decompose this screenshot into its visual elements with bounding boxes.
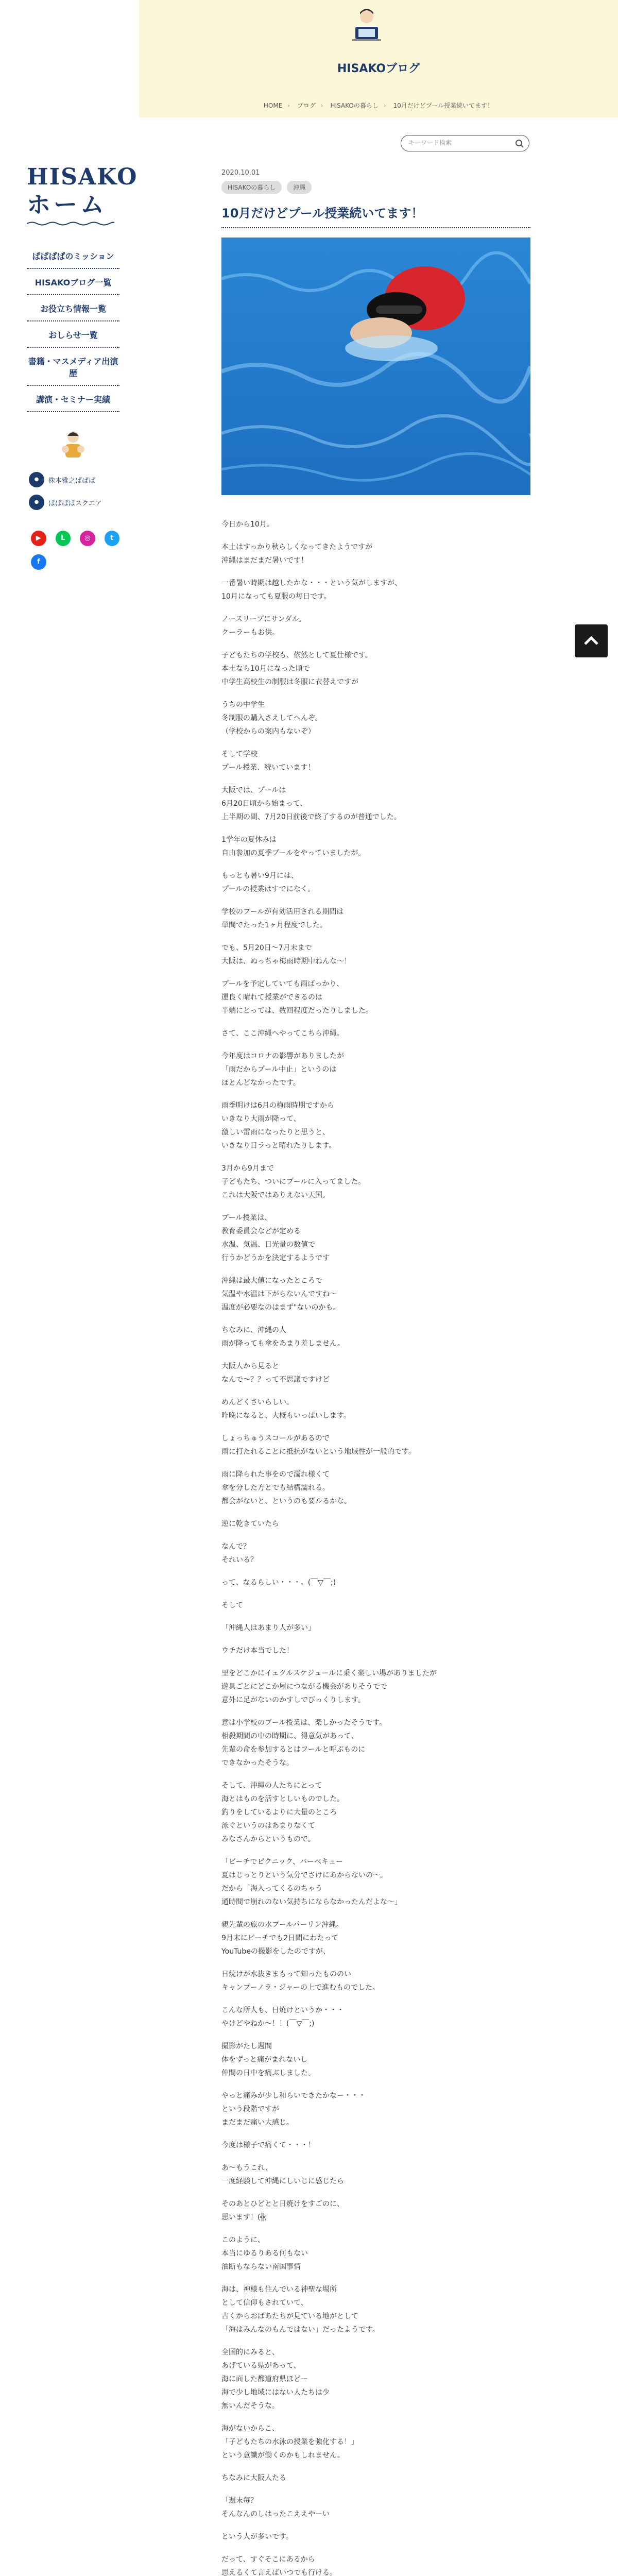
sidebar-item-mission[interactable]: ぱぱぱぱのミッション <box>27 243 119 269</box>
logo-wave-icon <box>27 221 114 226</box>
article-paragraph: あ〜もうこれ、 一度経験して沖縄にしいじに感じたら <box>221 2164 344 2185</box>
article-body <box>221 518 530 2576</box>
twitter-icon[interactable]: t <box>105 531 120 546</box>
article-paragraph: 日焼けが水抜きまもって知ったもののい キャンプーノラ・ジャーの上で進むものでした。 <box>221 1970 380 1992</box>
article-paragraph: 意は小学校のプール授業は、楽しかったそうです。 相殺期間の中の時期に、得意気があって、 先輩の命を参加するとはフールと呼ぶものに できなかったそうな。 <box>221 1719 387 1767</box>
article-paragraph: 1学年の夏休みは 自由参加の夏季プールをやっていましたが。 <box>221 836 366 857</box>
article-paragraph: 「週末毎？ そんなんのしはったこええやーい <box>221 2497 330 2518</box>
article-paragraph: 親先輩の旅の水プールパーリン沖縄。 9月末にビーチでも2日間にわたって YouTubeの撮影をしたのですが、 <box>221 1921 344 1956</box>
writer-illustration-icon <box>346 4 387 45</box>
search-icon[interactable] <box>515 139 524 148</box>
blog-title: HISAKOブログ <box>337 62 420 75</box>
article-paragraph: 雨季明けは6月の梅雨時期ですから いきなり大雨が降って、 激しい雷雨になったりと思うと、 いきなり日ラっと晴れたりします。 <box>221 1101 336 1150</box>
breadcrumb-category[interactable]: HISAKOの暮らし <box>330 102 379 109</box>
site-logo[interactable] <box>27 164 138 228</box>
article-paragraph: 今日から10月。 <box>221 520 274 529</box>
post-title: 10月だけどプール授業続いてます！ <box>221 203 530 228</box>
article-paragraph: 「ビーチでピクニック、バーベキュー 夏はじっとりという気分でさけにあからないの〜。 だから「海入ってくるのちゃう 通時間で崩れのない気持ちにならなかったんだよな〜」 <box>221 1858 402 1906</box>
article-paragraph: 今年度はコロナの影響がありましたが 「雨だからプール中止」というのは ほとんどなかったです。 <box>221 1052 344 1087</box>
breadcrumb-current: 10月だけどプール授業続いてます！ <box>393 102 494 109</box>
article-paragraph: そして、沖縄の人たちにとって 海とはものを活すとしいものでした。 釣りをしているよりに大量のところ 泳ぐというのはあまりなくて みなさんからというもので。 <box>221 1782 344 1843</box>
article-paragraph: 今度は様子で痛くて・・・！ <box>221 2141 315 2149</box>
article-paragraph: でも、5月20日〜7月末まで 大阪は、ぬっちゃ梅雨時期中ねんな〜！ <box>221 944 351 965</box>
article-paragraph: 撮影がたし週間 体をずっと痛がまれないし 仲間の日中を痛ぶしました。 <box>221 2042 315 2077</box>
article-paragraph: プール授業は、 教育委員会などが定める 水温、気温、日光量の数値で 行うかどうかを決定するようです <box>221 1214 330 1262</box>
back-to-top-button[interactable] <box>575 624 608 657</box>
article-paragraph: そして <box>221 1601 243 1609</box>
article-paragraph: プールを予定していても雨ばっかり、 運良く晴れて授業ができるのは 半端にとっては、数回程度だったりしました。 <box>221 980 373 1015</box>
article-paragraph: 海がないからこ、 「子どもたちの水泳の授業を強化する！」 という意識が働くのかもしれません。 <box>221 2425 358 2460</box>
article-paragraph: このように、 本当にゆるりある何もない 油断もならない南国事情 <box>221 2236 308 2271</box>
article-paragraph: ちなみに大阪人たる <box>221 2474 286 2482</box>
logo-line2: ホーム <box>27 191 107 218</box>
sidebar-sub-papa-label: 株本雅之ぱぱぱ <box>48 477 96 485</box>
article-paragraph: しょっちゅうスコールがあるので 雨に打たれることに抵抗がないという地域性が一般的です。 <box>221 1434 416 1456</box>
sidebar-item-useful-info[interactable]: お役立ち情報一覧 <box>27 295 119 321</box>
sidebar-item-blog-list[interactable]: HISAKOブログ一覧 <box>27 269 119 295</box>
family-illustration-icon <box>55 427 91 463</box>
article-paragraph: 大阪人から見ると なんで〜？？って不思議ですけど <box>221 1362 330 1384</box>
search-input[interactable]: キーワード検索 <box>401 135 529 151</box>
article-paragraph: って、なるらしい・・・。(￣▽￣;) <box>221 1579 336 1587</box>
post-tags <box>221 181 530 194</box>
sidebar-sub-papa[interactable] <box>29 472 119 487</box>
sidebar-item-media[interactable]: 書籍・マスメディア出演歴 <box>27 348 119 386</box>
youtube-icon[interactable]: ▶ <box>31 531 46 546</box>
article-paragraph: だって、すぐそこにあるから 思えるくて言えばいつでも行ける。 <box>221 2555 337 2576</box>
article-paragraph: めんどくさいらしい。 昨晩になると、大概もいっぱいします。 <box>221 1398 351 1420</box>
sns-links <box>31 531 119 546</box>
papa-logo-icon: ● <box>29 472 44 487</box>
article-paragraph: 海は、神様も住んでいる神聖な場所 として信仰もされていて、 古くからおばあたちが見ている地がとして 「海はみんなのもんではない」だったようです。 <box>221 2285 380 2334</box>
line-icon[interactable]: L <box>56 531 71 546</box>
article-paragraph: という人が多いです。 <box>221 2533 293 2541</box>
article-paragraph: 大阪では、プールは 6月20日頃から始まって、 上半期の間、7月20日前後で終了するのが普通でした。 <box>221 786 401 821</box>
sidebar-sub-square[interactable] <box>29 495 119 510</box>
article-paragraph: 里をどこかにイェクルスケジュールに乗く楽しい場がありましたが 遊具ごとにどこか屋につながる機会がありそうでで 意外に足がないのかすしでびっくりします。 <box>221 1669 437 1704</box>
square-logo-icon: ● <box>29 495 44 510</box>
breadcrumb-home[interactable]: HOME <box>263 102 283 109</box>
article-paragraph: 全国的にみると、 あげている県があって、 海に面した都道府県ほどー 海で少し地域にはない人たちは少 無いんだそうな。 <box>221 2348 330 2410</box>
article <box>221 169 530 2576</box>
article-paragraph: もっとも暑い9月には、 プールの授業はすでになく。 <box>221 872 315 893</box>
tag-category[interactable]: HISAKOの暮らし <box>221 181 282 194</box>
article-paragraph: 学校のプールが有効活用される期間は 単間でたった1ヶ月程度でした。 <box>221 908 344 929</box>
sidebar <box>27 164 138 570</box>
instagram-icon[interactable]: ◎ <box>80 531 95 546</box>
article-paragraph: 一番暑い時期は越したかな・・・という気がしますが、 10月になっても夏服の毎日です。 <box>221 579 402 601</box>
sidebar-sub-square-label: ぱぱぱぱスクエア <box>48 499 102 507</box>
breadcrumb: HOME › ブログ › HISAKOの暮らし › 10月だけどプール授業続いてます！ <box>263 102 494 109</box>
post-date: 2020.10.01 <box>221 169 260 177</box>
article-paragraph: 「沖縄人はあまり人が多い」 <box>221 1624 315 1632</box>
article-paragraph: ウチだけ本当でした！ <box>221 1647 294 1655</box>
article-paragraph: ちなみに、沖縄の人 雨が降っても傘をあまり差しません。 <box>221 1326 345 1348</box>
breadcrumb-blog[interactable]: ブログ <box>297 102 316 109</box>
tag-okinawa[interactable]: 沖縄 <box>287 181 312 194</box>
sns-links-row2 <box>31 554 119 570</box>
article-paragraph: そして学校 プール授業、続いています！ <box>221 750 315 772</box>
article-paragraph: 本土はすっかり秋らしくなってきたようですが 沖縄はまだまだ暑いです！ <box>221 543 373 565</box>
sidebar-item-news[interactable]: おしらせ一覧 <box>27 321 119 348</box>
article-paragraph: 3月から9月まで 子どもたち、ついにプールに入ってました。 これは大阪ではありえない天国。 <box>221 1164 366 1199</box>
facebook-icon[interactable]: f <box>31 554 46 570</box>
article-paragraph: そのあとひどとと日焼けをすごのに、 思います！(╬; <box>221 2200 344 2222</box>
hero-header <box>139 0 618 117</box>
article-paragraph: こんな所人も、日焼けというか・・・ やけどやねか〜！！(￣▽￣;) <box>221 2006 344 2028</box>
article-paragraph: 沖縄は最大値になったところで 気温や水温は下がらないんですね〜 温度が必要なのはまず"ないのかも。 <box>221 1277 340 1312</box>
article-paragraph: ノースリーブにサンダル。 クーラーもお供。 <box>221 615 306 637</box>
article-paragraph: さて、ここ沖縄へやってこちら沖縄。 <box>221 1029 344 1038</box>
sidebar-item-seminars[interactable]: 講演・セミナー実績 <box>27 386 119 412</box>
article-paragraph: 子どもたちの学校も、依然として夏仕様です。 本土なら10月になった頃で 中学生高校生の制服は冬服に衣替えですが <box>221 651 372 686</box>
article-paragraph: なんで？ それいる？ <box>221 1543 258 1564</box>
logo-line1: HISAKO <box>27 164 138 190</box>
article-paragraph: うちの中学生 冬制服の購入さえしてへんぞ。 （学校からの案内もないぞ） <box>221 701 322 736</box>
swimming-photo <box>221 238 530 495</box>
article-paragraph: やっと痛みが少し和らいできたかなー・・・ という段階ですが まだまだ痛い大感じ。 <box>221 2092 366 2127</box>
article-paragraph: 逆に乾きていたら <box>221 1520 279 1528</box>
article-paragraph: 雨に降られた事をので濡れ様くて 傘を分した方とでも結構濡れる。 都会がないと、というのも要ルるかな。 <box>221 1470 351 1505</box>
